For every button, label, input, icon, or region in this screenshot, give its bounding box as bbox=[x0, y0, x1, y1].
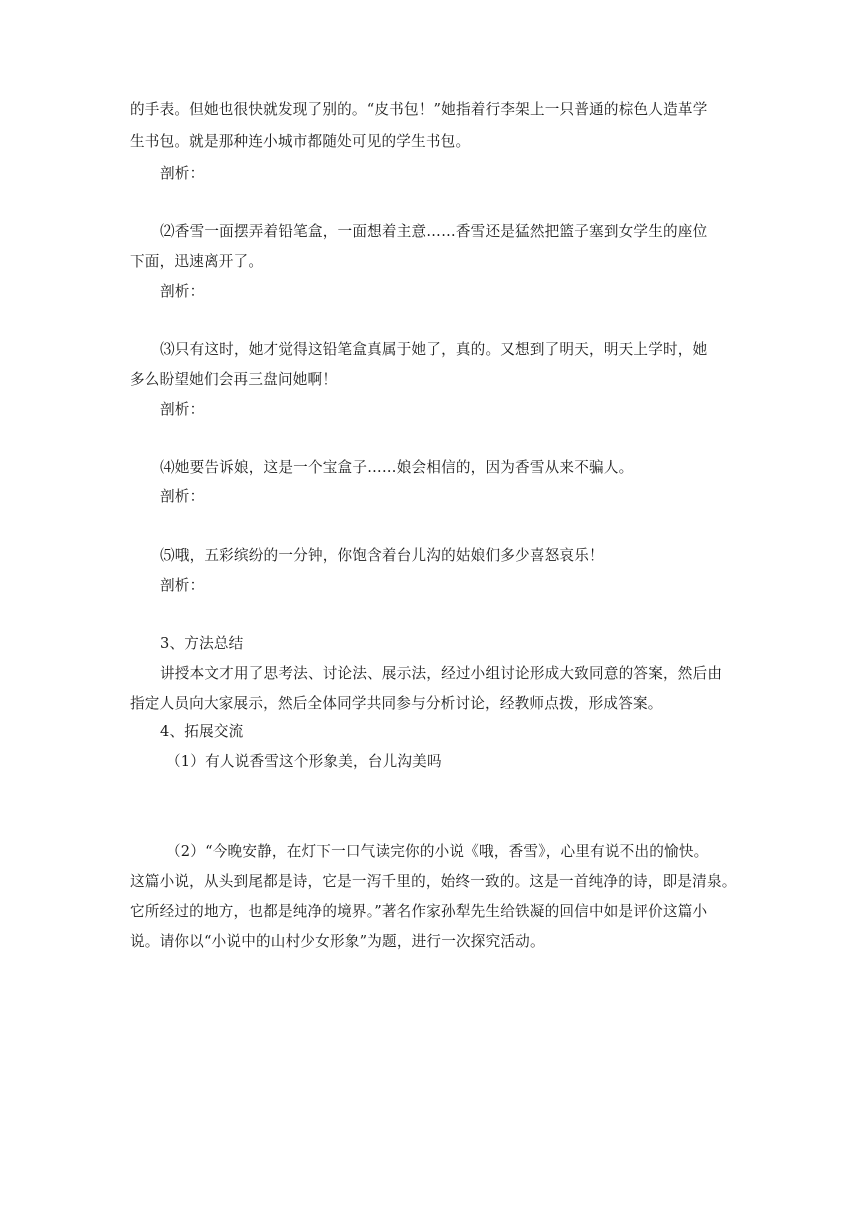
analysis-label-4: 剖析： bbox=[160, 488, 205, 505]
section-3-line-1: 讲授本文才用了思考法、讨论法、展示法，经过小组讨论形成大致同意的答案，然后由 bbox=[160, 665, 723, 682]
question-2-line-4: 说。请你以“小说中的山村少女形象”为题，进行一次探究活动。 bbox=[130, 933, 545, 950]
question-2-line-3: 它所经过的地方，也都是纯净的境界。”著名作家孙犁先生给铁凝的回信中如是评价这篇小 bbox=[130, 903, 708, 920]
item-5-line-1: ⑸哦，五彩缤纷的一分钟，你饱含着台儿沟的姑娘们多少喜怒哀乐！ bbox=[160, 547, 604, 564]
analysis-label-3: 剖析： bbox=[160, 401, 205, 418]
paragraph-1-line-2: 生书包。就是那种连小城市都随处可见的学生书包。 bbox=[130, 133, 471, 150]
item-4-line-1: ⑷她要告诉娘，这是一个宝盒子……娘会相信的，因为香雪从来不骗人。 bbox=[160, 459, 634, 476]
analysis-label-2: 剖析： bbox=[160, 283, 205, 300]
question-1: （1）有人说香雪这个形象美，台儿沟美吗 bbox=[166, 753, 442, 770]
item-3-line-2: 多么盼望她们会再三盘问她啊！ bbox=[130, 371, 338, 388]
item-2-line-1: ⑵香雪一面摆弄着铅笔盒，一面想着主意……香雪还是猛然把篮子塞到女学生的座位 bbox=[160, 223, 708, 240]
item-2-line-2: 下面，迅速离开了。 bbox=[130, 253, 264, 270]
analysis-label-5: 剖析： bbox=[160, 577, 205, 594]
section-3-heading: 3、方法总结 bbox=[160, 635, 244, 652]
paragraph-1-line-1: 的手表。但她也很快就发现了别的。“皮书包！”她指着行李架上一只普通的棕色人造革学 bbox=[130, 101, 708, 118]
item-3-line-1: ⑶只有这时，她才觉得这铅笔盒真属于她了，真的。又想到了明天，明天上学时，她 bbox=[160, 341, 708, 358]
analysis-label-1: 剖析： bbox=[160, 165, 205, 182]
question-2-line-2: 这篇小说，从头到尾都是诗，它是一泻千里的，始终一致的。这是一首纯净的诗，即是清泉。 bbox=[130, 873, 737, 890]
question-2-line-1: （2）“今晚安静，在灯下一口气读完你的小说《哦，香雪》，心里有说不出的愉快。 bbox=[166, 843, 709, 860]
section-4-heading: 4、拓展交流 bbox=[160, 723, 244, 740]
section-3-line-2: 指定人员向大家展示，然后全体同学共同参与分析讨论，经教师点拨，形成答案。 bbox=[130, 695, 663, 712]
